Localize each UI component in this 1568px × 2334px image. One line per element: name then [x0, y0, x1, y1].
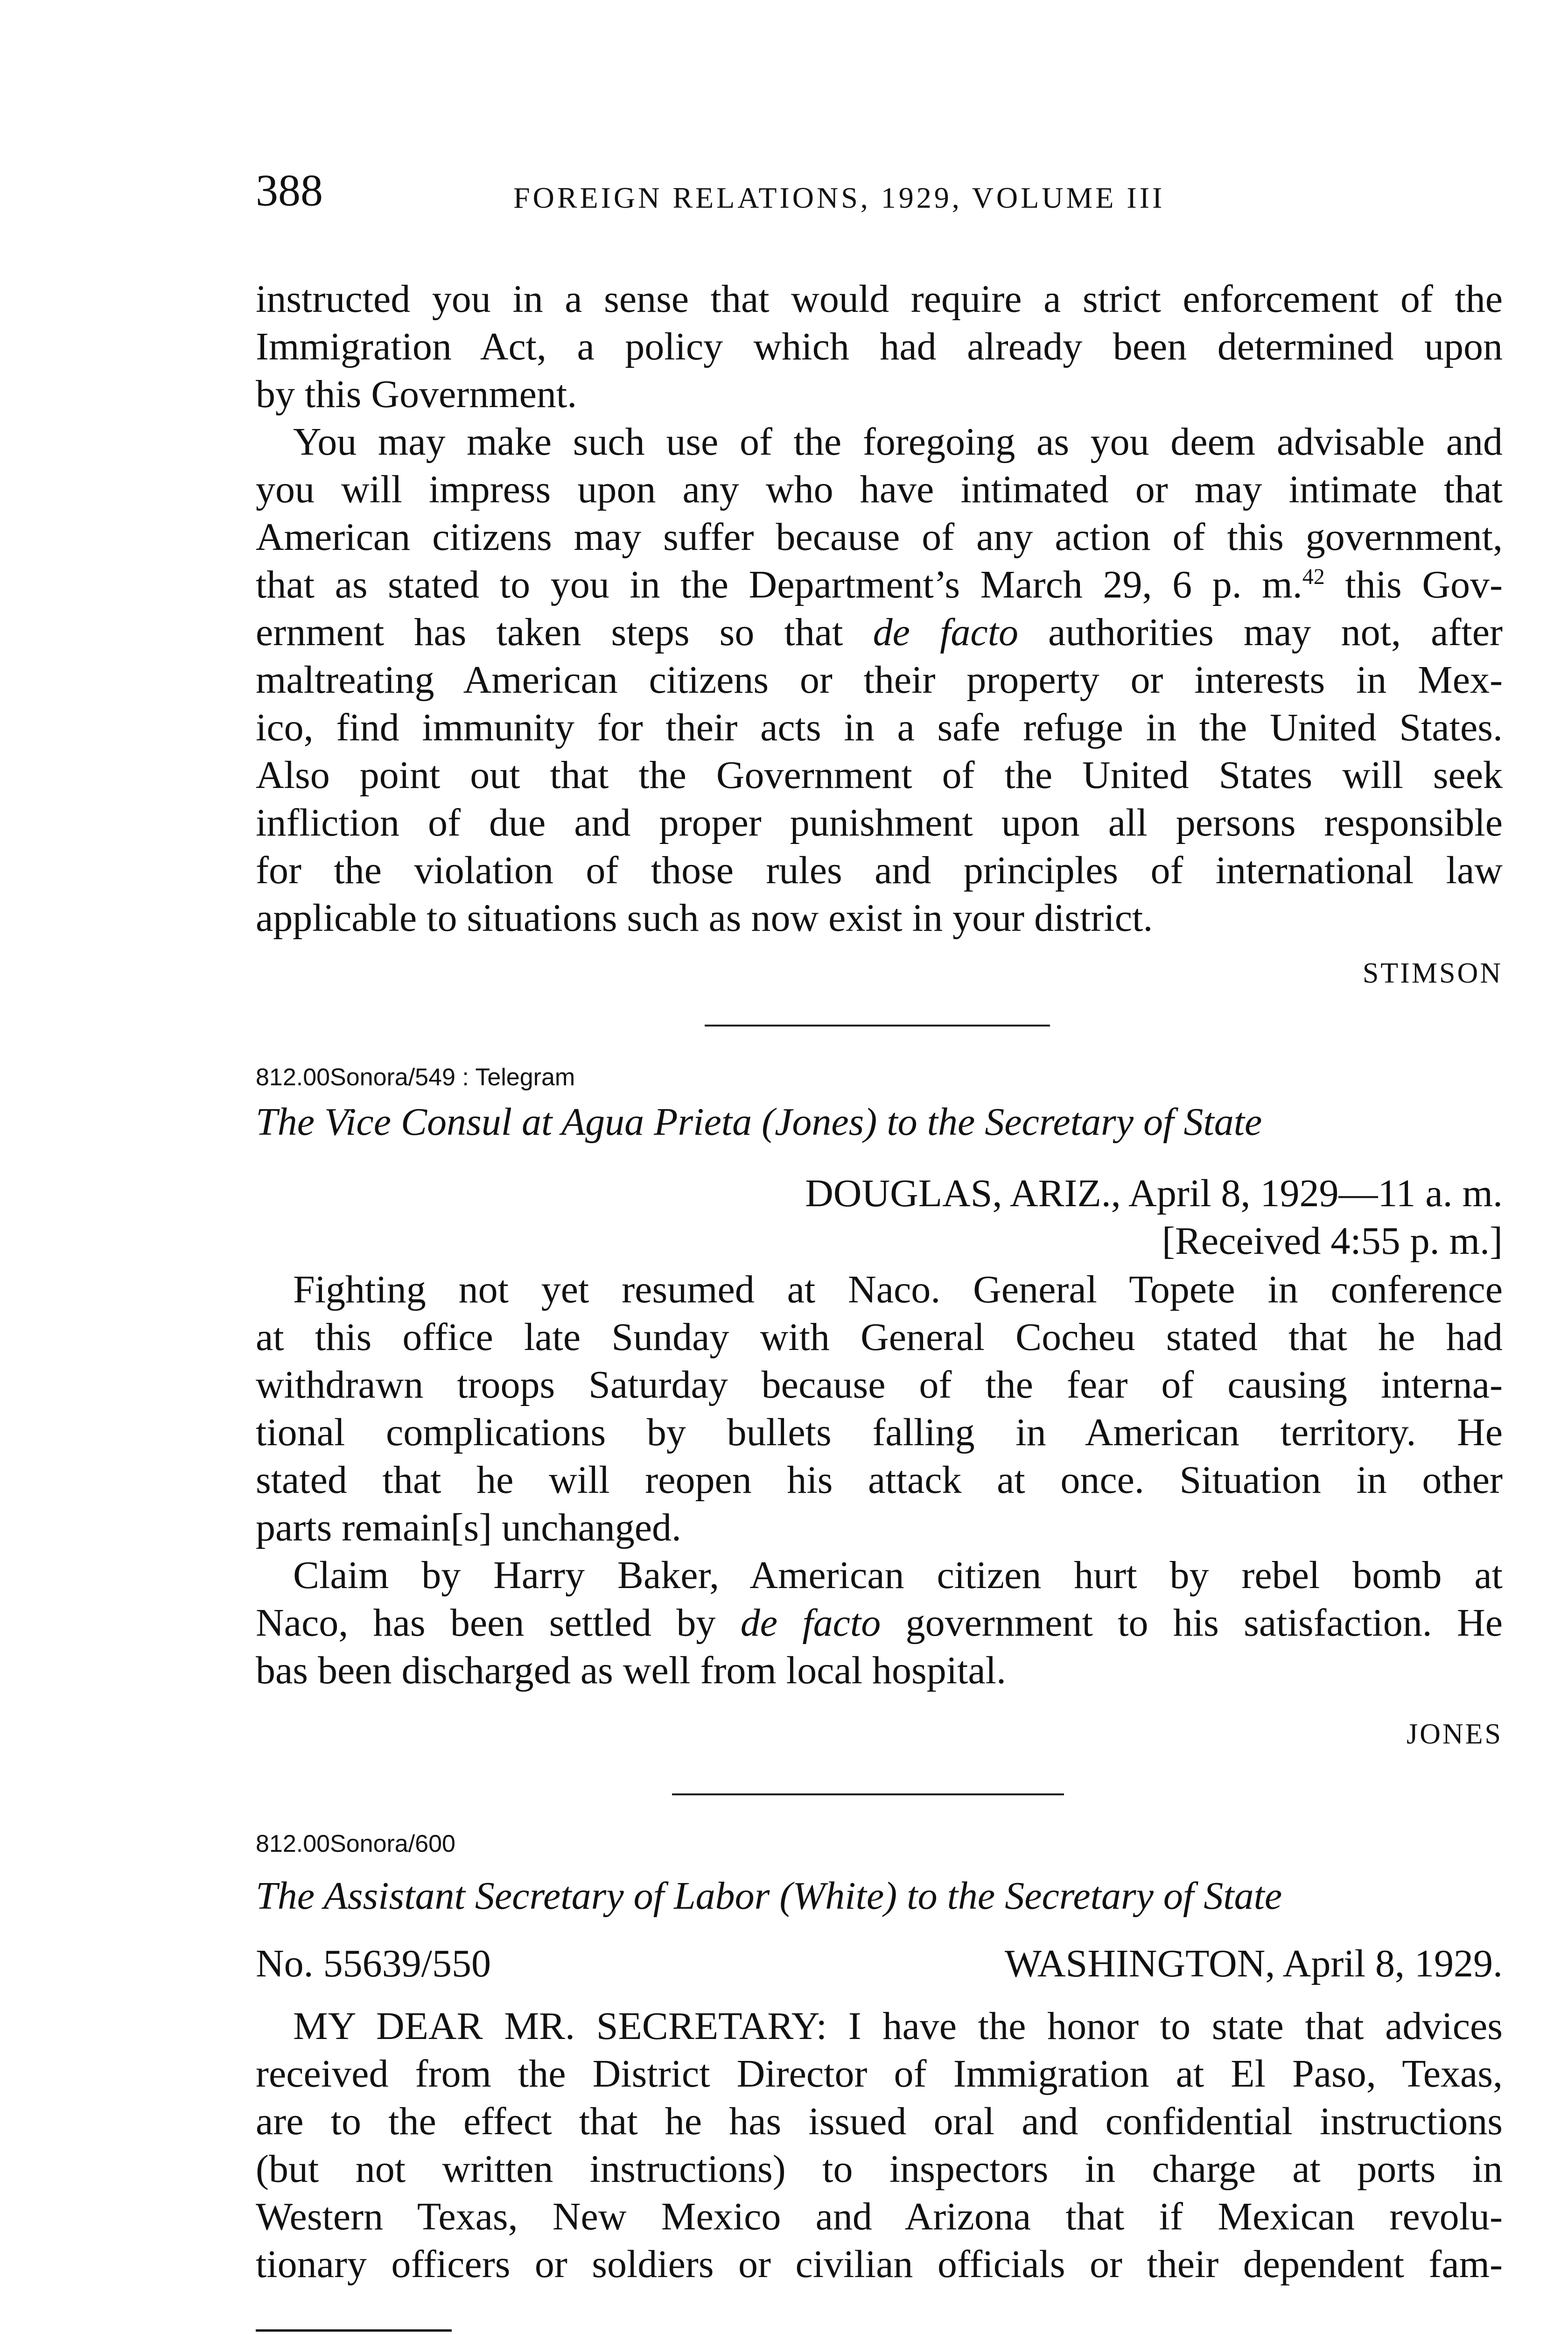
dateline-date: April 8, 1929—11 a. m. — [1120, 1172, 1503, 1215]
italic-term: de facto — [740, 1601, 881, 1645]
text-segment: Naco, has been settled by — [256, 1601, 716, 1645]
dateline-place: DOUGLAS, ARIZ., — [805, 1172, 1121, 1215]
dateline-place: WASHINGTON, — [1004, 1942, 1275, 1985]
dateline-date: April 8, 1929. — [1275, 1942, 1503, 1985]
dateline — [887, 1944, 1503, 1983]
text-line: instructed you in a sense that would require a strict enforcement of the — [256, 277, 1503, 321]
text-line: stated that he will reopen his attack at once. Situation in other — [256, 1458, 1503, 1502]
text-line: Fighting not yet resumed at Naco. General Topete in conference — [293, 1268, 1503, 1311]
text-segment: authorities may not, after — [1018, 611, 1503, 654]
text-line: by this Government. — [256, 373, 577, 416]
text-line: are to the effect that he has issued oral and confidential instructions — [256, 2100, 1503, 2143]
text-segment: this Gov- — [1324, 563, 1503, 606]
text-line: withdrawn troops Saturday because of the fear of causing interna- — [256, 1363, 1503, 1406]
dateline-block — [256, 1170, 1503, 1265]
text-line: Immigration Act, a policy which had already been determined upon — [256, 325, 1503, 368]
section-divider — [672, 1793, 1064, 1795]
text-line: parts remain[s] unchanged. — [256, 1506, 681, 1549]
opening-text — [256, 275, 1503, 942]
document-number: No. 55639/550 — [256, 1942, 491, 1985]
text-line — [256, 1599, 1503, 1647]
file-reference: 812.00Sonora/600 — [256, 1830, 455, 1857]
text-line — [256, 1647, 1503, 1694]
text-line: applicable to situations such as now exist in your district. — [256, 896, 1153, 940]
text-segment: ernment has taken steps so that — [256, 611, 843, 654]
received-time: [Received 4:55 p. m.] — [1162, 1219, 1503, 1263]
signature-jones: JONES — [1406, 1718, 1503, 1750]
text-segment: I have the honor to state that advices — [827, 2004, 1503, 2048]
text-line: American citizens may suffer because of any action of this government, — [256, 515, 1503, 559]
document-heading: The Vice Consul at Agua Prieta (Jones) to the Secretary of State — [256, 1100, 1262, 1144]
signature-stimson: STIMSON — [1362, 957, 1503, 989]
italic-term: de facto — [873, 611, 1019, 654]
text-line: for the violation of those rules and principles of international law — [256, 849, 1503, 892]
text-line: you will impress upon any who have intimated or may intimate that — [256, 468, 1503, 511]
paragraph-instructions — [256, 418, 1503, 942]
paragraph-fighting — [256, 1266, 1503, 1552]
text-segment: that as stated to you in the Department’s March 29, 6 p. m. — [256, 563, 1302, 606]
footnote-reference: 42 — [1302, 564, 1325, 589]
text-line — [256, 2003, 1503, 2050]
text-line — [256, 561, 1503, 609]
text-line: tional complications by bullets falling in American territory. He — [256, 1411, 1503, 1454]
text-line — [256, 609, 1503, 656]
text-line: infliction of due and proper punishment upon all persons responsible — [256, 801, 1503, 844]
text-line: received from the District Director of Immigration at El Paso, Texas, — [256, 2052, 1503, 2095]
text-line: tionary officers or soldiers or civilian officials or their dependent fam- — [256, 2243, 1503, 2286]
document-heading: The Assistant Secretary of Labor (White) to the Secretary of State — [256, 1874, 1282, 1918]
text-line: Western Texas, New Mexico and Arizona that if Mexican revolu- — [256, 2195, 1503, 2238]
text-line: maltreating American citizens or their property or interests in Mex- — [256, 658, 1503, 702]
text-segment: bas — [256, 1649, 308, 1692]
page-number: 388 — [256, 165, 323, 215]
footnote-divider — [256, 2329, 452, 2332]
letter-body — [256, 2003, 1503, 2288]
text-line: (but not written instructions) to inspectors in charge at ports in — [256, 2147, 1503, 2191]
paragraph-continuation — [256, 275, 1503, 418]
telegram-body — [256, 1266, 1503, 1694]
text-line: You may make such use of the foregoing as you deem advisable and — [293, 420, 1503, 464]
text-segment: been discharged as well from local hospital. — [317, 1649, 1006, 1692]
text-segment: government to his satisfaction. He — [881, 1601, 1503, 1645]
text-line: ico, find immunity for their acts in a safe refuge in the United States. — [256, 706, 1503, 749]
running-title: FOREIGN RELATIONS, 1929, VOLUME III — [513, 181, 1165, 214]
text-line: Claim by Harry Baker, American citizen hurt by rebel bomb at — [293, 1554, 1503, 1597]
text-line: at this office late Sunday with General Cocheu stated that he had — [256, 1315, 1503, 1359]
text-line: Also point out that the Government of the United States will seek — [256, 753, 1503, 797]
salutation: MY DEAR MR. SECRETARY: — [293, 2004, 827, 2048]
file-reference: 812.00Sonora/549 : Telegram — [256, 1064, 575, 1091]
paragraph-claim — [256, 1552, 1503, 1694]
section-divider — [705, 1025, 1050, 1026]
dateline — [256, 1170, 1503, 1217]
paragraph-letter — [256, 2003, 1503, 2288]
